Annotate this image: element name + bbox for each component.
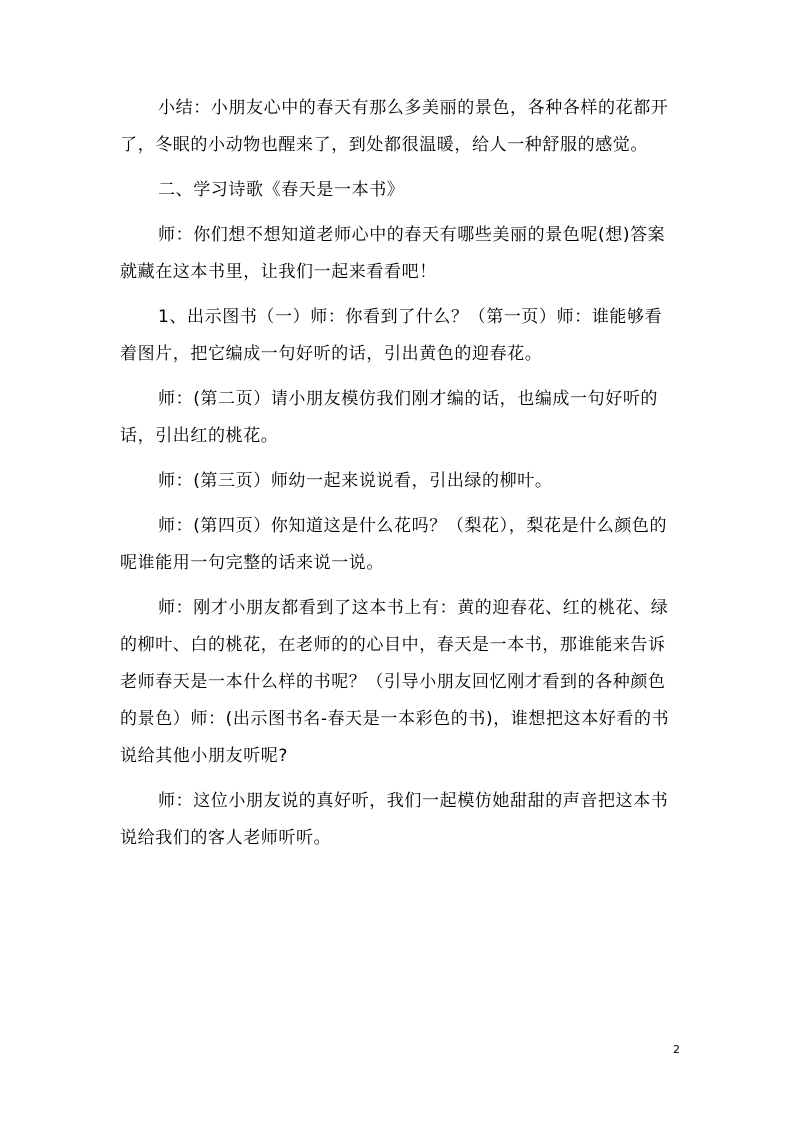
- paragraph-page-3: 师：(第三页）师幼一起来说说看，引出绿的柳叶。: [158, 471, 553, 491]
- paragraph-closing: 师：这位小朋友说的真好听，我们一起模仿她甜甜的声音把这本书说给我们的客人老师听听。: [120, 791, 669, 848]
- document-body: [120, 90, 676, 857]
- paragraph-page-4: 师：(第四页）你知道这是什么花吗？（梨花），梨花是什么颜色的呢谁能用一句完整的话来说一说。: [120, 516, 668, 573]
- paragraph-summary: 小结：小朋友心中的春天有那么多美丽的景色，各种各样的花都开了，冬眠的小动物也醒来了，到处都很温暖，给人一种舒服的感觉。: [120, 98, 669, 155]
- paragraph-step-1: 1、出示图书（一）师：你看到了什么？（第一页）师：谁能够看着图片，把它编成一句好听的话，引出黄色的迎春花。: [120, 307, 663, 364]
- section-heading: 二、学习诗歌《春天是一本书》: [158, 180, 405, 200]
- paragraph-page-2: 师：(第二页）请小朋友模仿我们刚才编的话，也编成一句好听的话，引出红的桃花。: [120, 389, 659, 446]
- page-number: 2: [673, 1043, 680, 1056]
- paragraph-book-summary: 师：刚才小朋友都看到了这本书上有：黄的迎春花、红的桃花、绿的柳叶、白的桃花，在老师的的心目中，春天是一本书，那谁能来告诉老师春天是一本什么样的书呢？（引导小朋友回忆刚才看到的各种颜色的景色）师：(出示图书名-春天是一本彩色的书)，谁想把这本好看的书说给其他小朋友听呢?: [120, 598, 670, 766]
- paragraph-teacher-intro: 师：你们想不想知道老师心中的春天有哪些美丽的景色呢(想)答案就藏在这本书里，让我们一起来看看吧！: [120, 225, 666, 282]
